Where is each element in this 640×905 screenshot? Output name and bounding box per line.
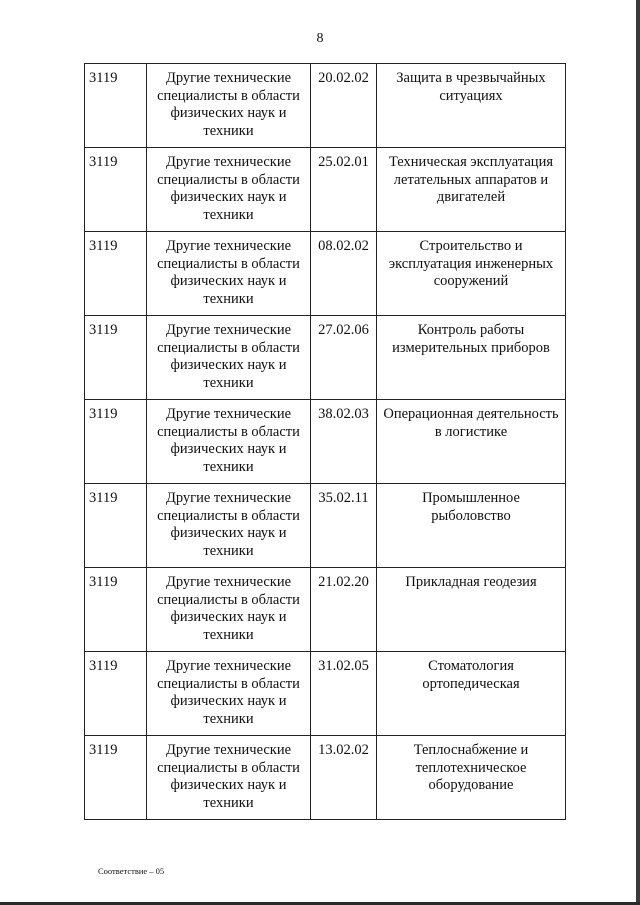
occupation-group-cell: Другие технические специалисты в области физических наук и техники xyxy=(147,568,311,652)
footer-note: Соответствие – 05 xyxy=(98,866,165,876)
occupation-code-cell: 3119 xyxy=(85,64,147,148)
specialty-code-cell: 25.02.01 xyxy=(311,148,377,232)
specialty-code-cell: 08.02.02 xyxy=(311,232,377,316)
specialty-name-cell: Защита в чрезвычайных ситуациях xyxy=(377,64,566,148)
specialty-name-cell: Техническая эксплуатация летательных аппаратов и двигателей xyxy=(377,148,566,232)
occupation-code-cell: 3119 xyxy=(85,232,147,316)
occupation-code-cell: 3119 xyxy=(85,148,147,232)
table-row xyxy=(85,484,566,568)
table-row xyxy=(85,652,566,736)
specialty-name-cell: Контроль работы измерительных приборов xyxy=(377,316,566,400)
specialties-table xyxy=(84,63,566,820)
table-row xyxy=(85,400,566,484)
table-row xyxy=(85,568,566,652)
table-row xyxy=(85,64,566,148)
occupation-code-cell: 3119 xyxy=(85,484,147,568)
occupation-code-cell: 3119 xyxy=(85,736,147,820)
table-row xyxy=(85,736,566,820)
specialty-code-cell: 27.02.06 xyxy=(311,316,377,400)
specialty-name-cell: Строительство и эксплуатация инженерных сооружений xyxy=(377,232,566,316)
specialty-code-cell: 13.02.02 xyxy=(311,736,377,820)
specialty-code-cell: 20.02.02 xyxy=(311,64,377,148)
table-row xyxy=(85,148,566,232)
occupation-code-cell: 3119 xyxy=(85,652,147,736)
specialty-code-cell: 35.02.11 xyxy=(311,484,377,568)
specialty-name-cell: Операционная деятельность в логистике xyxy=(377,400,566,484)
specialty-code-cell: 38.02.03 xyxy=(311,400,377,484)
occupation-group-cell: Другие технические специалисты в области физических наук и техники xyxy=(147,232,311,316)
specialty-code-cell: 21.02.20 xyxy=(311,568,377,652)
page-number: 8 xyxy=(316,31,324,46)
specialty-code-cell: 31.02.05 xyxy=(311,652,377,736)
specialty-name-cell: Прикладная геодезия xyxy=(377,568,566,652)
occupation-code-cell: 3119 xyxy=(85,568,147,652)
occupation-code-cell: 3119 xyxy=(85,400,147,484)
occupation-group-cell: Другие технические специалисты в области физических наук и техники xyxy=(147,484,311,568)
table-row xyxy=(85,316,566,400)
scan-edge-right xyxy=(636,0,640,905)
table-row xyxy=(85,232,566,316)
specialty-name-cell: Теплоснабжение и теплотехническое оборудование xyxy=(377,736,566,820)
occupation-code-cell: 3119 xyxy=(85,316,147,400)
occupation-group-cell: Другие технические специалисты в области физических наук и техники xyxy=(147,736,311,820)
occupation-group-cell: Другие технические специалисты в области физических наук и техники xyxy=(147,400,311,484)
specialty-name-cell: Промышленное рыболовство xyxy=(377,484,566,568)
table-body xyxy=(85,64,566,820)
specialty-name-cell: Стоматология ортопедическая xyxy=(377,652,566,736)
occupation-group-cell: Другие технические специалисты в области физических наук и техники xyxy=(147,148,311,232)
occupation-group-cell: Другие технические специалисты в области физических наук и техники xyxy=(147,64,311,148)
occupation-group-cell: Другие технические специалисты в области физических наук и техники xyxy=(147,316,311,400)
occupation-group-cell: Другие технические специалисты в области физических наук и техники xyxy=(147,652,311,736)
